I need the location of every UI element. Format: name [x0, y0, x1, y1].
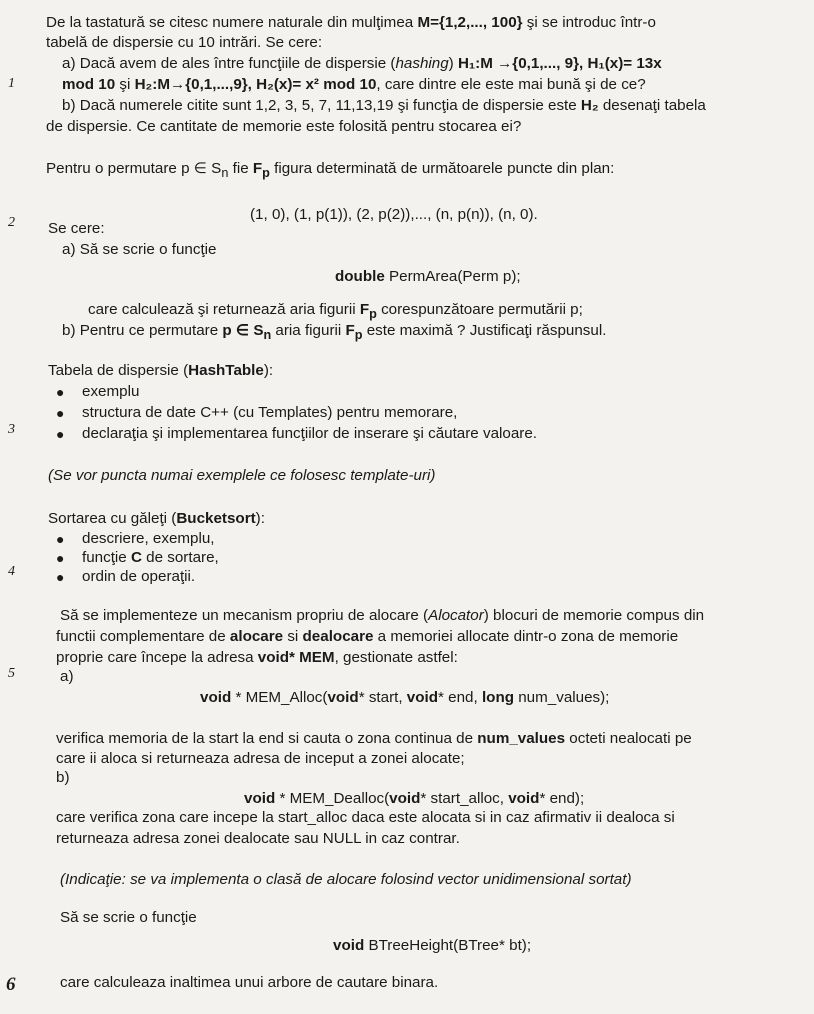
q4-item-1: descriere, exemplu,: [82, 530, 215, 547]
q5-label-a: a): [60, 668, 74, 685]
q3-bullet-2: ●: [56, 405, 65, 421]
q3-item-2: structura de date C++ (cu Templates) pentru memorare,: [82, 404, 458, 421]
q5-hint: (Indicaţie: se va implementa o clasă de alocare folosind vector unidimensional sortat): [60, 871, 632, 888]
q2-line-2: Se cere:: [48, 220, 105, 237]
q5-alloc-signature: void * MEM_Alloc(void* start, void* end, long num_values);: [200, 689, 610, 706]
margin-mark-1: 1: [8, 76, 15, 91]
q2-code: double PermArea(Perm p);: [335, 268, 521, 285]
q2-points: (1, 0), (1, p(1)), (2, p(2)),..., (n, p(n)), (n, 0).: [250, 206, 538, 223]
q3-note: (Se vor puncta numai exemplele ce folosesc template-uri): [48, 467, 436, 484]
q1-line-1: De la tastatură se citesc numere naturale din mulţimea M={1,2,..., 100} şi se introduc într-o: [46, 14, 656, 31]
q1-line-5: b) Dacă numerele citite sunt 1,2, 3, 5, 7, 11,13,19 şi funcţia de dispersie este H₂ desenaţi tabela: [62, 97, 706, 114]
q2-line-5: b) Pentru ce permutare p ∈ $S_n$ aria figurii $F_p$ este maximă ? Justificaţi răspunsul.: [62, 322, 607, 343]
q4-bullet-2: ●: [56, 550, 65, 566]
q1-line-2: tabelă de dispersie cu 10 intrări. Se cere:: [46, 34, 323, 51]
q2-line-3: a) Să se scrie o funcţie: [62, 241, 217, 258]
q3-item-1: exemplu: [82, 383, 140, 400]
q5-label-b: b): [56, 769, 70, 786]
q5-line-2: functii complementare de alocare si dealocare a memoriei allocate dintr-o zona de memorie: [56, 628, 679, 645]
q5-line-7: returneaza adresa zonei dealocate sau NULL in caz contrar.: [56, 830, 460, 847]
q1-line-4: mod 10 şi H₂:M→{0,1,...,9}, H₂(x)= x² mod 10, care dintre ele este mai bună şi de ce?: [62, 76, 646, 93]
q3-bullet-1: ●: [56, 384, 65, 400]
q5-line-5: care ii aloca si returneaza adresa de inceput a zonei alocate;: [56, 750, 465, 767]
margin-mark-2: 2: [8, 215, 15, 230]
q5-line-6: care verifica zona care incepe la start_alloc daca este alocata si in caz afirmativ ii dealoca si: [56, 809, 675, 826]
q3-item-3: declaraţia şi implementarea funcţiilor de inserare şi căutare valoare.: [82, 425, 538, 442]
q5-line-1: Să se implementeze un mecanism propriu de alocare (Alocator) blocuri de memorie compus din: [60, 607, 705, 624]
q4-bullet-1: ●: [56, 531, 65, 547]
q2-line-1: Pentru o permutare p ∈ $S_n$ fie $F_p$ figura determinată de următoarele puncte din plan:: [46, 160, 615, 181]
q2-line-4: care calculează şi returnează aria figurii $F_p$ corespunzătoare permutării p;: [88, 301, 583, 322]
margin-mark-6: 6: [6, 974, 16, 995]
margin-mark-3: 3: [8, 422, 15, 437]
margin-mark-4: 4: [8, 564, 15, 579]
q5-dealloc-signature: void * MEM_Dealloc(void* start_alloc, void* end);: [244, 790, 585, 807]
q4-item-3: ordin de operaţii.: [82, 568, 196, 585]
q6-line-1: Să se scrie o funcţie: [60, 909, 197, 926]
q4-bullet-3: ●: [56, 569, 65, 585]
q1-line-3: a) Dacă avem de ales între funcţiile de dispersie (hashing) H₁:M →{0,1,..., 9}, H₁(x)= 13x: [62, 55, 662, 72]
q1-line-6: de dispersie. Ce cantitate de memorie este folosită pentru stocarea ei?: [46, 118, 522, 135]
q5-line-3: proprie care începe la adresa void* MEM, gestionate astfel:: [56, 649, 458, 666]
q3-line-1: Tabela de dispersie (HashTable):: [48, 362, 274, 379]
q6-code: void BTreeHeight(BTree* bt);: [333, 937, 532, 954]
q4-item-2: funcţie C de sortare,: [82, 549, 219, 566]
q6-line-2: care calculeaza inaltimea unui arbore de cautare binara.: [60, 974, 439, 991]
q5-line-4: verifica memoria de la start la end si cauta o zona continua de num_values octeti nealocati pe: [56, 730, 692, 747]
margin-mark-5: 5: [8, 666, 15, 681]
q4-line-1: Sortarea cu găleţi (Bucketsort):: [48, 510, 265, 527]
q3-bullet-3: ●: [56, 426, 65, 442]
